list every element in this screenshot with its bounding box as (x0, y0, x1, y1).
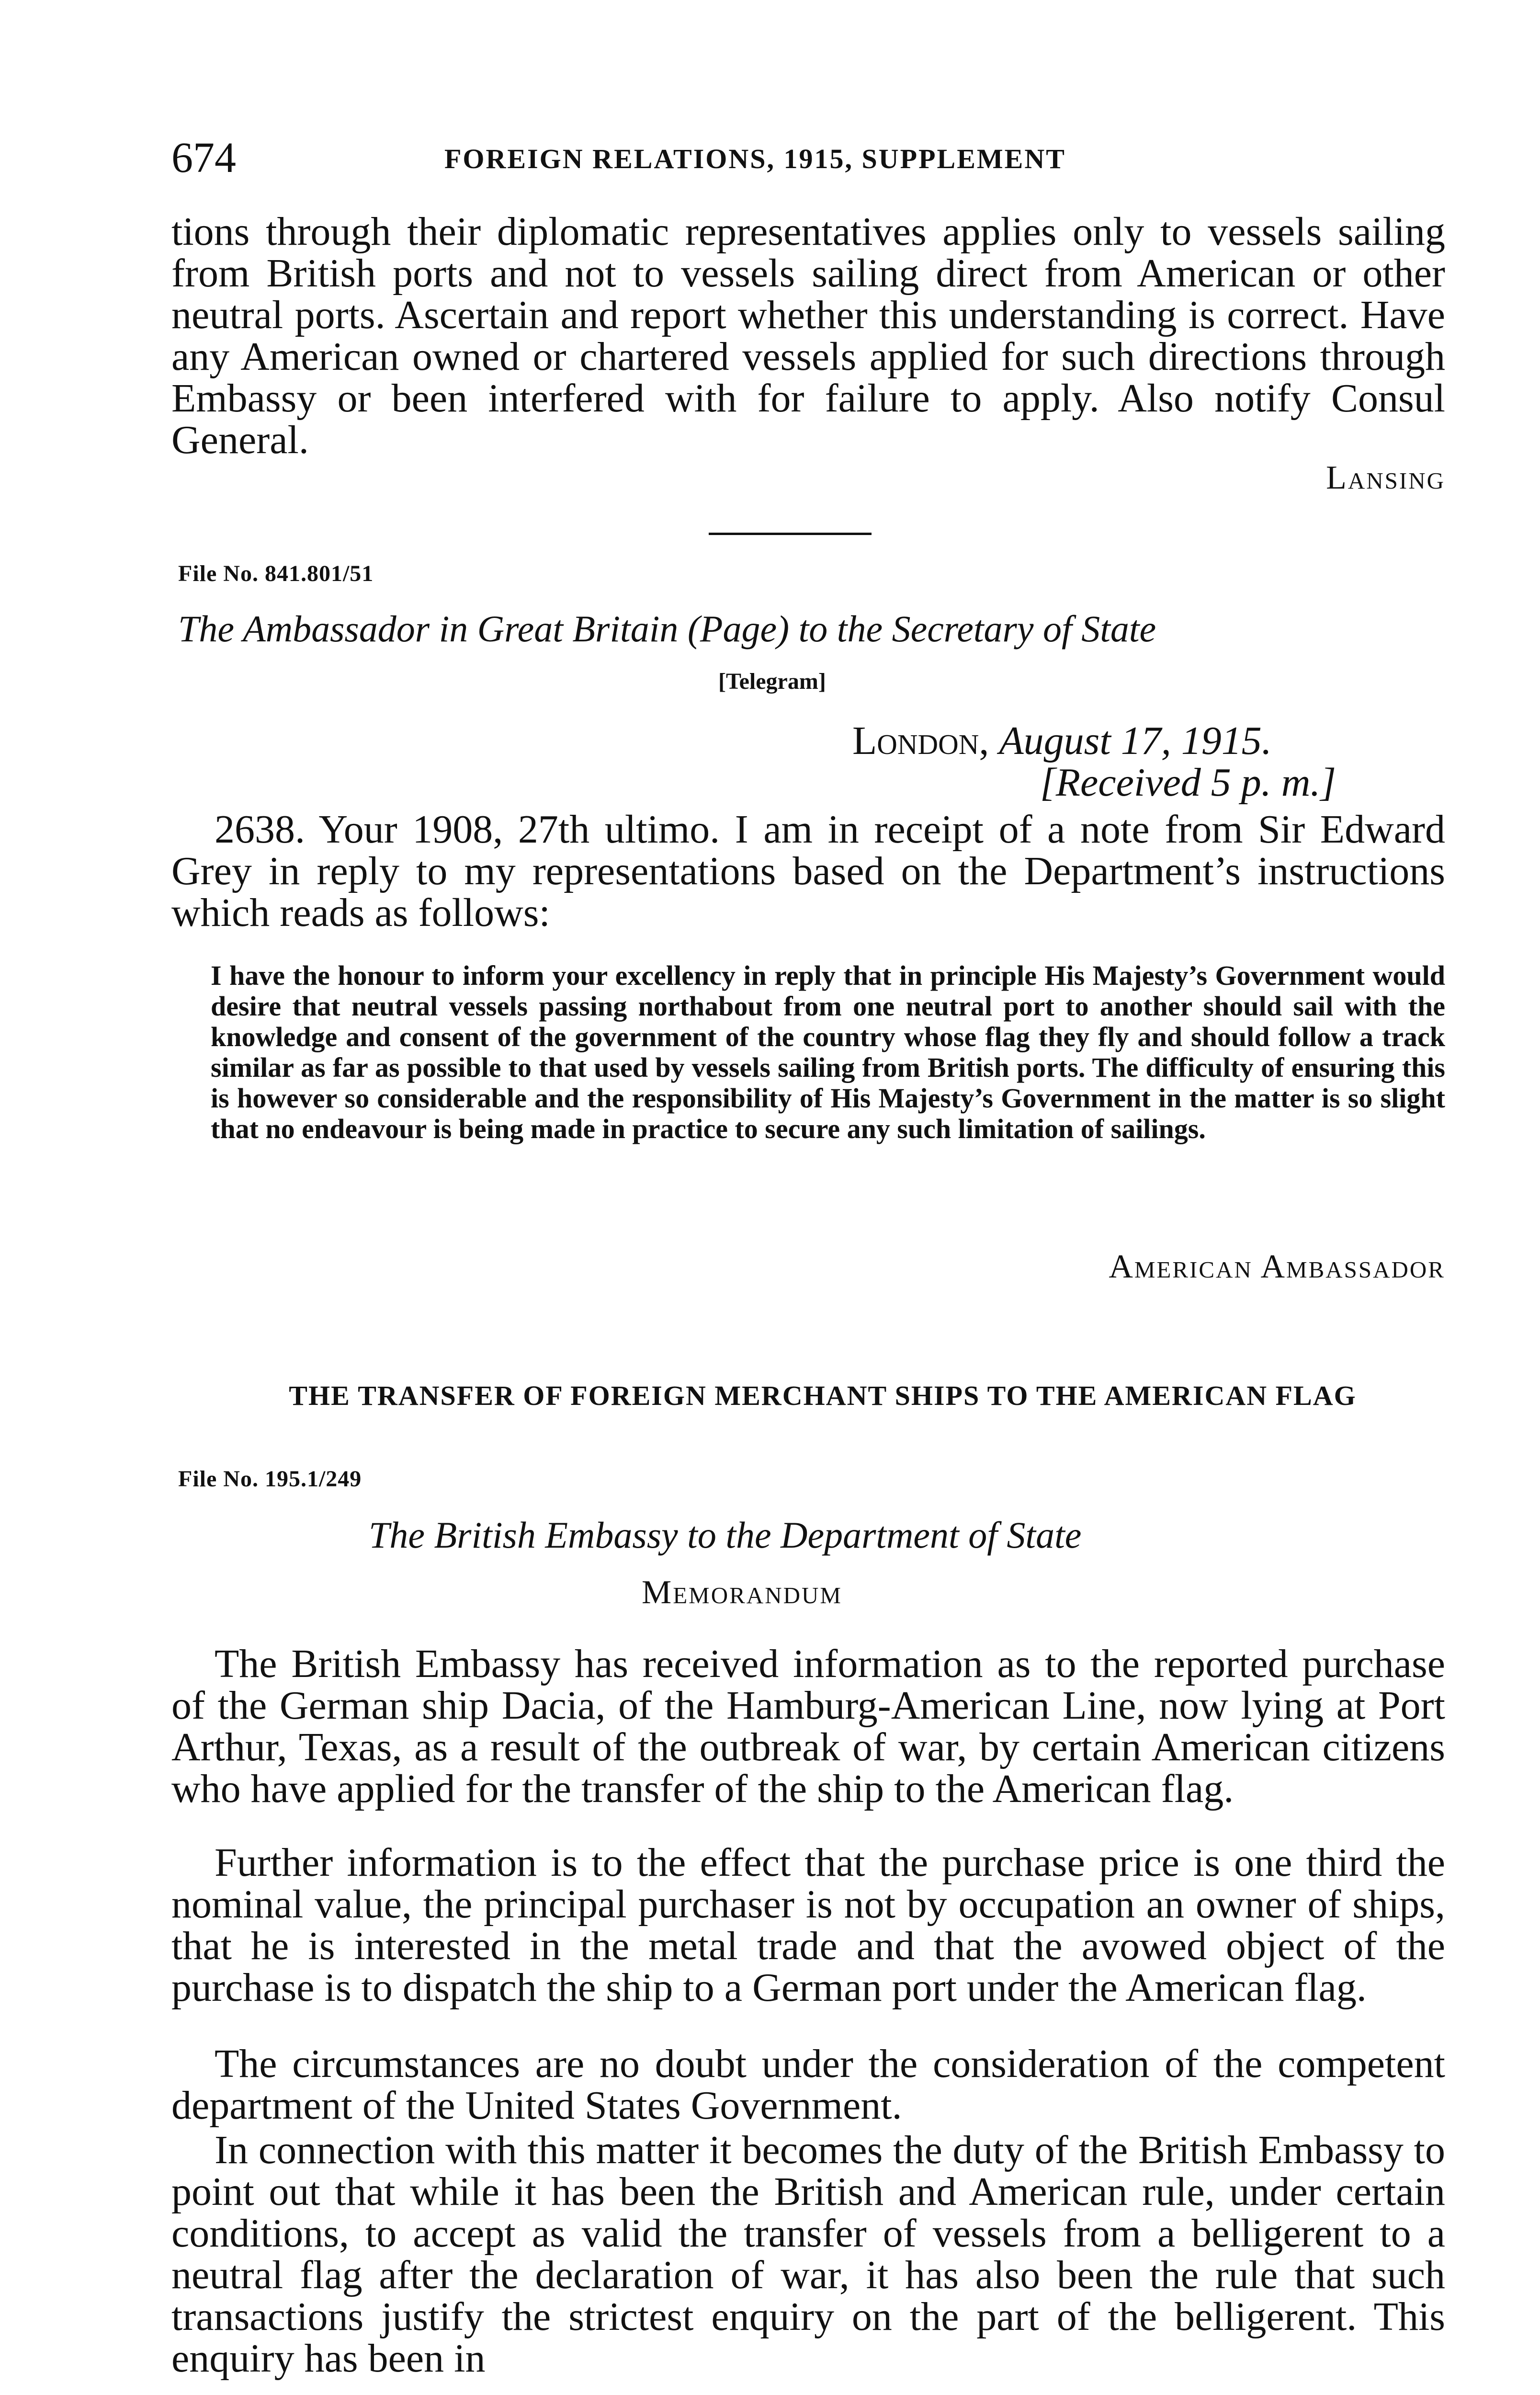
place-date (852, 718, 1272, 764)
memo-title: The British Embassy to the Department of State (369, 1514, 1082, 1556)
memo-paragraph-3: The circumstances are no doubt under the consideration of the competent department of the United States Government. (171, 2041, 1445, 2128)
section-divider (709, 533, 872, 535)
page-number: 674 (171, 134, 236, 182)
signature-american-ambassador: American Ambassador (1109, 1248, 1445, 1285)
signature-lansing: Lansing (1326, 459, 1445, 496)
memo-paragraph-1: The British Embassy has received information as to the reported purchase of the German ship Dacia, of the Hamburg-American Line, now lying at Port Arthur, Texas, as a result of the outbreak of war, by certain American citizens who have applied for the transfer of the ship to the American flag. (171, 1642, 1445, 1811)
memo-paragraph-2: Further information is to the effect that the purchase price is one third the nominal value, the principal purchaser is not by occupation an owner of ships, that he is interested in the metal trade and that the avowed object of the purchase is to dispatch the ship to a German port under the American flag. (171, 1840, 1445, 2010)
running-head (171, 133, 1445, 186)
quoted-note: I have the honour to inform your excellency in reply that in principle His Majesty’s Government would desire that neutral vessels passing northabout from one neutral port to another should sail with the knowledge and consent of the government of the country whose flag they fly and should follow a track similar as far as possible to that used by vessels sailing from British ports. The difficulty of ensuring this is however so considerable and the responsibility of His Majesty’s Government in the matter is so slight that no endeavour is being made in practice to secure any such limitation of sailings. (211, 960, 1445, 1144)
continuation-paragraph: tions through their diplomatic representatives applies only to vessels sailing from British ports and not to vessels sailing direct from American or other neutral ports. Ascertain and report whether this understanding is correct. Have any American owned or chartered vessels applied for such directions through Embassy or been interfered with for failure to apply. Also notify Consul General. (171, 209, 1445, 462)
date: August 17, 1915. (999, 718, 1272, 763)
file-number-2: File No. 195.1/249 (178, 1466, 362, 1492)
memo-paragraph-4: In connection with this matter it becomes the duty of the British Embassy to point out that while it has been the British and American rule, under certain conditions, to accept as valid the transfer of vessels from a belligerent to a neutral flag after the declaration of war, it has also been the rule that such transactions justify the strictest enquiry on the part of the belligerent. This enquiry has been in (171, 2128, 1445, 2381)
memorandum-label: Memorandum (642, 1574, 842, 1611)
telegram-body: 2638. Your 1908, 27th ultimo. I am in receipt of a note from Sir Edward Grey in reply to my representations based on the Department’s instructions which reads as follows: (171, 807, 1445, 935)
telegram-tag: [Telegram] (718, 669, 826, 694)
running-head-title: FOREIGN RELATIONS, 1915, SUPPLEMENT (444, 143, 1066, 174)
document-title: The Ambassador in Great Britain (Page) to the Secretary of State (178, 608, 1156, 650)
place: London, (852, 718, 989, 763)
received-time: [Received 5 p. m.] (1040, 760, 1336, 805)
section-heading: THE TRANSFER OF FOREIGN MERCHANT SHIPS TO THE AMERICAN FLAG (289, 1380, 1357, 1411)
file-number: File No. 841.801/51 (178, 561, 374, 586)
